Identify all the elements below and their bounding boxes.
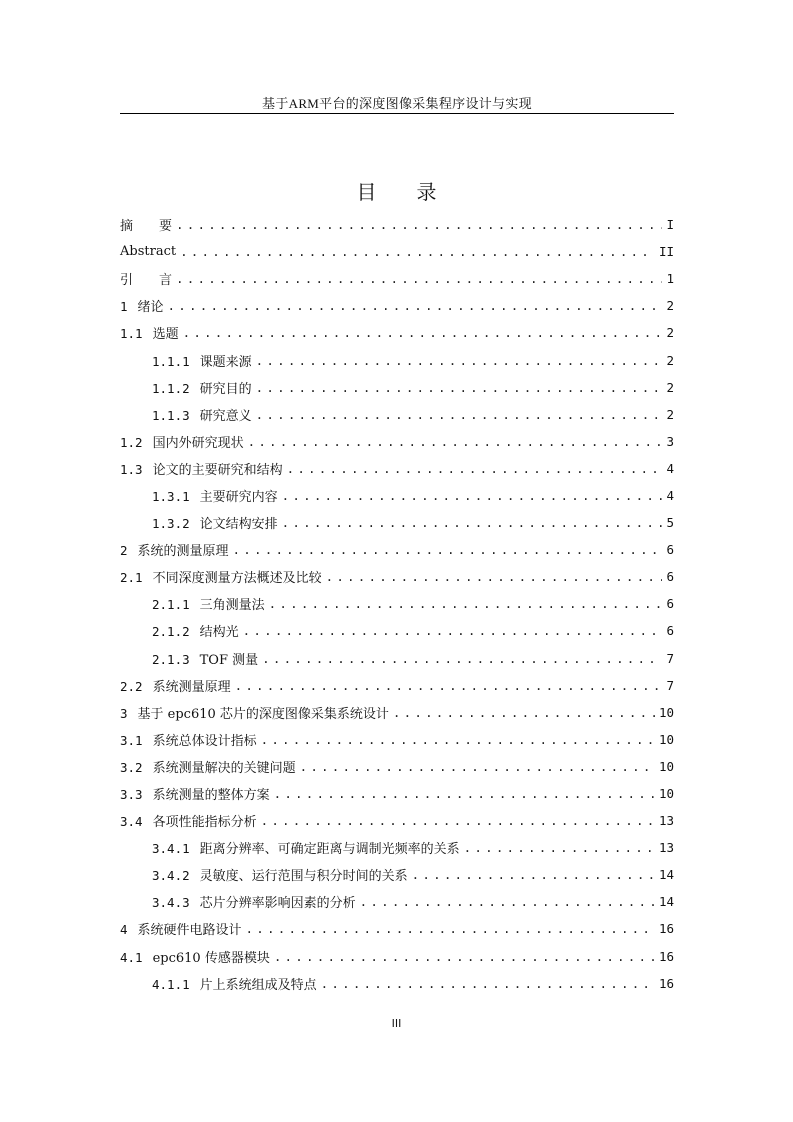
toc-entry[interactable] bbox=[120, 482, 674, 509]
header-rule bbox=[120, 113, 674, 114]
toc-entry-label bbox=[120, 757, 296, 776]
toc-entry-page: 16 bbox=[658, 948, 674, 964]
toc-entry-label bbox=[152, 594, 265, 613]
toc-entry-number: 1 bbox=[120, 299, 128, 315]
toc-entry-label bbox=[120, 730, 257, 749]
toc-entry-label bbox=[120, 459, 283, 478]
toc-entry-text: 芯片分辨率影响因素的分析 bbox=[199, 896, 356, 912]
toc-leader-dots bbox=[176, 271, 662, 286]
toc-entry-number: 4.1.1 bbox=[152, 976, 190, 992]
toc-entry-page: 13 bbox=[658, 840, 674, 856]
toc-leader-dots bbox=[274, 786, 655, 801]
toc-entry-number: 1.3.2 bbox=[152, 516, 190, 532]
toc-entry-text: 论文的主要研究和结构 bbox=[152, 462, 283, 478]
toc-entry-number: 1.3 bbox=[120, 461, 143, 477]
toc-entry-label bbox=[152, 378, 252, 397]
toc-entry-page: 10 bbox=[658, 704, 674, 720]
toc-entry[interactable] bbox=[120, 346, 674, 373]
toc-entry[interactable] bbox=[120, 943, 674, 970]
toc-entry-label bbox=[120, 919, 242, 938]
toc-entry-text: 各项性能指标分析 bbox=[152, 815, 257, 831]
toc-entry-label bbox=[120, 269, 172, 288]
toc-entry-page: 13 bbox=[658, 813, 674, 829]
toc-title-right: 录 bbox=[416, 180, 437, 204]
toc-entry-page: 1 bbox=[666, 271, 674, 287]
toc-entry-label bbox=[152, 486, 278, 505]
toc-entry-number: 1.2 bbox=[120, 434, 143, 450]
toc-leader-dots bbox=[183, 325, 663, 340]
toc-entry-page: 2 bbox=[666, 325, 674, 341]
toc-entry-text: 三角测量法 bbox=[199, 598, 265, 614]
toc-entry[interactable] bbox=[120, 970, 674, 997]
toc-entry-text: 系统测量的整体方案 bbox=[152, 788, 270, 804]
toc-leader-dots bbox=[248, 434, 663, 449]
toc-entry-text: 基于 epc610 芯片的深度图像采集系统设计 bbox=[137, 706, 389, 722]
toc-entry-label bbox=[152, 649, 258, 668]
toc-leader-dots bbox=[246, 921, 655, 936]
table-of-contents bbox=[120, 211, 674, 997]
toc-leader-dots bbox=[326, 569, 663, 584]
toc-entry-number: 3 bbox=[120, 705, 128, 721]
toc-leader-dots bbox=[282, 488, 663, 503]
toc-entry-page: 2 bbox=[666, 352, 674, 368]
toc-entry-number: 3.1 bbox=[120, 732, 143, 748]
toc-entry-label bbox=[152, 621, 239, 640]
toc-entry[interactable] bbox=[120, 834, 674, 861]
toc-entry[interactable] bbox=[120, 536, 674, 563]
toc-entry[interactable] bbox=[120, 374, 674, 401]
toc-entry[interactable] bbox=[120, 428, 674, 455]
toc-entry-label bbox=[120, 215, 172, 234]
toc-entry-text: 摘 要 bbox=[120, 219, 173, 235]
toc-entry-number: 2 bbox=[120, 543, 128, 559]
toc-leader-dots bbox=[262, 651, 662, 666]
toc-entry[interactable] bbox=[120, 699, 674, 726]
toc-entry-text: 系统测量解决的关键问题 bbox=[152, 760, 296, 776]
toc-entry[interactable] bbox=[120, 563, 674, 590]
toc-leader-dots bbox=[233, 542, 663, 557]
toc-entry-text: 系统总体设计指标 bbox=[152, 733, 257, 749]
toc-entry-page: 6 bbox=[666, 596, 674, 612]
toc-entry-number: 3.4.1 bbox=[152, 841, 190, 857]
toc-entry-number: 1.3.1 bbox=[152, 488, 190, 504]
toc-title-left: 目 bbox=[356, 180, 377, 204]
toc-leader-dots bbox=[360, 894, 655, 909]
toc-entry[interactable] bbox=[120, 617, 674, 644]
toc-entry-number: 1.1.1 bbox=[152, 353, 190, 369]
toc-entry-label bbox=[120, 432, 244, 451]
toc-leader-dots bbox=[256, 353, 663, 368]
toc-entry-label bbox=[120, 244, 176, 259]
toc-entry-page: 6 bbox=[666, 569, 674, 585]
toc-entry-page: I bbox=[666, 217, 674, 233]
toc-entry-page: 3 bbox=[666, 433, 674, 449]
toc-entry[interactable] bbox=[120, 888, 674, 915]
toc-leader-dots bbox=[180, 244, 655, 259]
running-header: 基于ARM平台的深度图像采集程序设计与实现 bbox=[262, 96, 532, 111]
toc-leader-dots bbox=[464, 840, 655, 855]
toc-entry-number: 2.2 bbox=[120, 678, 143, 694]
toc-entry-text: 引 言 bbox=[120, 273, 173, 289]
toc-entry-text: 灵敏度、运行范围与积分时间的关系 bbox=[199, 869, 408, 885]
toc-entry[interactable] bbox=[120, 753, 674, 780]
toc-entry-page: 4 bbox=[666, 460, 674, 476]
toc-entry[interactable] bbox=[120, 401, 674, 428]
toc-entry-number: 3.2 bbox=[120, 759, 143, 775]
toc-entry-label bbox=[120, 540, 229, 559]
toc-leader-dots bbox=[274, 949, 655, 964]
toc-entry-text: 研究目的 bbox=[199, 381, 252, 397]
toc-entry[interactable] bbox=[120, 590, 674, 617]
toc-entry-label bbox=[152, 892, 356, 911]
toc-entry-number: 4 bbox=[120, 922, 128, 938]
toc-entry-label bbox=[120, 676, 231, 695]
toc-entry-page: 2 bbox=[666, 406, 674, 422]
toc-entry-text: 主要研究内容 bbox=[199, 489, 278, 505]
toc-entry-text: 系统测量原理 bbox=[152, 679, 231, 695]
toc-entry-number: 2.1.3 bbox=[152, 651, 190, 667]
toc-entry-text: 不同深度测量方法概述及比较 bbox=[152, 571, 322, 587]
toc-entry-number: 2.1 bbox=[120, 570, 143, 586]
toc-leader-dots bbox=[168, 298, 663, 313]
toc-entry-page: 6 bbox=[666, 623, 674, 639]
toc-leader-dots bbox=[321, 976, 655, 991]
toc-leader-dots bbox=[235, 678, 663, 693]
toc-entry-label bbox=[120, 296, 164, 315]
toc-entry-text: TOF 测量 bbox=[199, 652, 259, 668]
toc-entry-text: 论文结构安排 bbox=[199, 517, 278, 533]
toc-entry-number: 3.3 bbox=[120, 787, 143, 803]
toc-leader-dots bbox=[261, 813, 655, 828]
toc-entry-page: 7 bbox=[666, 650, 674, 666]
toc-entry-label bbox=[152, 838, 460, 857]
toc-entry-page: 16 bbox=[658, 975, 674, 991]
toc-entry-label bbox=[120, 784, 270, 803]
toc-leader-dots bbox=[412, 867, 655, 882]
toc-entry-text: 距离分辨率、可确定距离与调制光频率的关系 bbox=[199, 842, 460, 858]
toc-entry-label bbox=[152, 405, 252, 424]
toc-title bbox=[0, 176, 793, 205]
toc-entry[interactable] bbox=[120, 645, 674, 672]
toc-entry-text: epc610 传感器模块 bbox=[152, 950, 270, 966]
toc-entry-number: 1.1 bbox=[120, 326, 143, 342]
toc-entry-page: 16 bbox=[658, 921, 674, 937]
toc-entry-number: 1.1.3 bbox=[152, 407, 190, 423]
toc-entry[interactable] bbox=[120, 726, 674, 753]
toc-entry-number: 3.4.3 bbox=[152, 895, 190, 911]
toc-leader-dots bbox=[282, 515, 663, 530]
page-number: III bbox=[391, 1017, 402, 1030]
toc-entry[interactable] bbox=[120, 238, 674, 265]
toc-leader-dots bbox=[300, 759, 655, 774]
toc-entry-page: 10 bbox=[658, 786, 674, 802]
toc-leader-dots bbox=[393, 705, 655, 720]
toc-leader-dots bbox=[243, 623, 663, 638]
toc-entry-text: 课题来源 bbox=[199, 354, 252, 370]
toc-leader-dots bbox=[261, 732, 655, 747]
toc-entry[interactable] bbox=[120, 509, 674, 536]
toc-entry[interactable] bbox=[120, 319, 674, 346]
toc-entry-page: 2 bbox=[666, 298, 674, 314]
toc-entry-label bbox=[120, 811, 257, 830]
toc-entry-label bbox=[152, 865, 408, 884]
toc-entry-page: 2 bbox=[666, 379, 674, 395]
toc-entry[interactable] bbox=[120, 211, 674, 238]
toc-entry-page: 7 bbox=[666, 677, 674, 693]
toc-entry-text: 结构光 bbox=[199, 625, 239, 641]
toc-entry-number: 2.1.2 bbox=[152, 624, 190, 640]
toc-entry[interactable] bbox=[120, 807, 674, 834]
toc-entry-text: 国内外研究现状 bbox=[152, 435, 244, 451]
toc-entry-page: 5 bbox=[666, 515, 674, 531]
toc-entry-text: 系统硬件电路设计 bbox=[137, 923, 242, 939]
toc-entry[interactable] bbox=[120, 455, 674, 482]
toc-entry-number: 3.4 bbox=[120, 814, 143, 830]
toc-entry-page: 14 bbox=[658, 894, 674, 910]
toc-entry-label bbox=[152, 513, 278, 532]
toc-entry-text: 研究意义 bbox=[199, 408, 252, 424]
toc-entry-label bbox=[120, 323, 179, 342]
toc-entry[interactable] bbox=[120, 915, 674, 942]
toc-entry[interactable] bbox=[120, 672, 674, 699]
toc-entry-number: 2.1.1 bbox=[152, 597, 190, 613]
toc-entry-page: 10 bbox=[658, 758, 674, 774]
toc-entry-number: 4.1 bbox=[120, 949, 143, 965]
toc-entry-label bbox=[120, 947, 270, 966]
toc-entry-label bbox=[152, 351, 252, 370]
toc-entry[interactable] bbox=[120, 292, 674, 319]
toc-entry-number: 1.1.2 bbox=[152, 380, 190, 396]
toc-leader-dots bbox=[256, 407, 663, 422]
toc-leader-dots bbox=[287, 461, 663, 476]
toc-entry-label bbox=[120, 567, 322, 586]
toc-leader-dots bbox=[176, 217, 662, 232]
toc-entry-label bbox=[120, 703, 389, 722]
toc-entry-page: 10 bbox=[658, 731, 674, 747]
toc-leader-dots bbox=[269, 596, 663, 611]
toc-entry-text: Abstract bbox=[120, 244, 177, 260]
toc-entry-text: 片上系统组成及特点 bbox=[199, 977, 317, 993]
toc-entry-text: 绪论 bbox=[137, 300, 164, 316]
toc-entry-page: 14 bbox=[658, 867, 674, 883]
toc-leader-dots bbox=[256, 380, 663, 395]
toc-entry-page: 6 bbox=[666, 542, 674, 558]
toc-entry-text: 系统的测量原理 bbox=[137, 544, 229, 560]
toc-entry[interactable] bbox=[120, 265, 674, 292]
toc-entry-text: 选题 bbox=[152, 327, 179, 343]
toc-entry-page: II bbox=[658, 244, 674, 260]
toc-entry[interactable] bbox=[120, 861, 674, 888]
toc-entry-page: 4 bbox=[666, 487, 674, 503]
toc-entry-label bbox=[152, 974, 317, 993]
toc-entry-number: 3.4.2 bbox=[152, 868, 190, 884]
toc-entry[interactable] bbox=[120, 780, 674, 807]
